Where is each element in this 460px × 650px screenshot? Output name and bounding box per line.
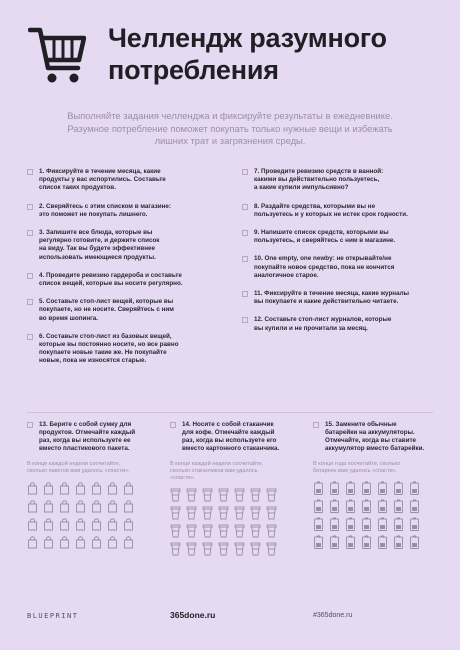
bag-icon[interactable] — [59, 535, 72, 551]
task-text: 8. Раздайте средства, которыми вы не пользуетесь и у которых не истек срок годности. — [254, 202, 408, 218]
bag-icon[interactable] — [123, 535, 136, 551]
task-checkbox[interactable] — [313, 422, 319, 428]
bottom-note: В конце каждой недели сосчитайте, сколько пакетов вам удалось «спасти». — [27, 461, 130, 474]
bottom-note: В конце года посчитайте, сколько батареек вам удалось «спасти». — [313, 461, 401, 474]
task-text: 7. Проведите ревизию средств в ванной: какими вы действительно пользуетесь, а какие купили импульсивно? — [254, 168, 384, 192]
task-text: 9. Напишите список средств, которыми вы пользуетесь, и сверяйтесь с ним в магазине. — [254, 229, 396, 245]
cup-icon[interactable] — [218, 524, 231, 540]
cup-icon[interactable] — [186, 524, 199, 540]
task-item — [27, 168, 212, 193]
cup-icon[interactable] — [170, 488, 183, 504]
cup-icon[interactable] — [202, 506, 215, 522]
footer-site-link[interactable]: 365done.ru — [170, 610, 216, 620]
cup-icon[interactable] — [250, 524, 263, 540]
cup-icon[interactable] — [234, 488, 247, 504]
cup-icon[interactable] — [266, 524, 279, 540]
cup-icon[interactable] — [202, 488, 215, 504]
task-checkbox[interactable] — [27, 169, 33, 175]
cup-icon[interactable] — [170, 524, 183, 540]
cup-icon[interactable] — [186, 506, 199, 522]
intro-text: Выполняйте задания челленджа и фиксируйте результаты в ежедневнике. Разумное потребление поможет покупать только нужные вещи и избежать лишних трат и загрязнения среды. — [67, 110, 393, 146]
bag-icon[interactable] — [123, 481, 136, 497]
cup-icon[interactable] — [186, 488, 199, 504]
divider — [27, 412, 433, 413]
bag-icon[interactable] — [75, 481, 88, 497]
bag-icon[interactable] — [123, 499, 136, 515]
battery-icon[interactable] — [377, 499, 390, 515]
cup-icon[interactable] — [234, 542, 247, 558]
task-text: 12. Составьте стоп-лист журналов, которые вы купили и не прочитали за месяц. — [254, 316, 392, 332]
bag-icon[interactable] — [107, 535, 120, 551]
battery-icon[interactable] — [345, 481, 358, 497]
task-text: 6. Составьте стоп-лист из базовых вещей, которые вы постоянно носите, но все равно покупаете новые такие же. Не покупайте новые, пока не износятся старые. — [39, 332, 179, 365]
page-title: Челлендж разумного потребления — [108, 23, 387, 85]
bag-icon[interactable] — [27, 481, 40, 497]
battery-icon[interactable] — [377, 481, 390, 497]
cup-icon[interactable] — [250, 506, 263, 522]
bag-icon[interactable] — [27, 499, 40, 515]
battery-icon[interactable] — [361, 517, 374, 533]
task-checkbox[interactable] — [27, 299, 33, 305]
task-checkbox[interactable] — [242, 317, 248, 323]
task-checkbox[interactable] — [242, 291, 248, 297]
task-text: 13. Берите с собой сумку для продуктов. Отмечайте каждый раз, когда вы используете ее вместо пластикового пакета. — [39, 421, 136, 452]
task-text: 1. Фиксируйте в течение месяца, какие продукты у вас испортились. Составьте список таких продуктов. — [39, 168, 166, 192]
bag-icon[interactable] — [107, 517, 120, 533]
battery-icon[interactable] — [393, 499, 406, 515]
bag-icon[interactable] — [59, 517, 72, 533]
bag-icon[interactable] — [27, 535, 40, 551]
bottom-task-13 — [27, 421, 152, 551]
task-text: 3. Запишите все блюда, которые вы регулярно готовите, и держите список на виду. Так вы будете эффективнее использовать имеющиеся продукты. — [39, 229, 160, 261]
task-item — [242, 255, 427, 280]
bag-icon[interactable] — [43, 499, 56, 515]
task-item — [27, 272, 212, 288]
task-checkbox[interactable] — [27, 204, 33, 210]
bag-icon[interactable] — [107, 481, 120, 497]
battery-icon[interactable] — [329, 499, 342, 515]
battery-icon[interactable] — [345, 517, 358, 533]
cup-icon[interactable] — [250, 488, 263, 504]
battery-icon[interactable] — [409, 499, 422, 515]
cup-icon[interactable] — [202, 542, 215, 558]
battery-icon[interactable] — [393, 481, 406, 497]
battery-icon[interactable] — [313, 535, 326, 551]
cup-icon[interactable] — [266, 506, 279, 522]
bag-icon[interactable] — [91, 517, 104, 533]
cup-icon[interactable] — [170, 506, 183, 522]
cup-icon[interactable] — [218, 488, 231, 504]
bottom-task-14 — [170, 421, 295, 558]
bag-icon[interactable] — [75, 517, 88, 533]
cup-icon[interactable] — [170, 542, 183, 558]
footer-hashtag: #365done.ru — [313, 612, 353, 619]
cup-icon[interactable] — [266, 488, 279, 504]
battery-icon[interactable] — [345, 535, 358, 551]
task-item — [27, 203, 212, 219]
task-checkbox[interactable] — [27, 422, 33, 428]
bag-icon[interactable] — [59, 499, 72, 515]
battery-icon[interactable] — [329, 517, 342, 533]
tally-grid — [313, 481, 438, 551]
cup-icon[interactable] — [218, 506, 231, 522]
tasks-right-column — [242, 168, 427, 333]
tally-grid — [170, 488, 295, 558]
bag-icon[interactable] — [43, 481, 56, 497]
task-item — [27, 298, 212, 323]
cup-icon[interactable] — [234, 506, 247, 522]
shopping-cart-icon — [28, 24, 86, 88]
task-item — [313, 421, 438, 453]
battery-icon[interactable] — [377, 535, 390, 551]
bag-icon[interactable] — [43, 517, 56, 533]
task-checkbox[interactable] — [242, 169, 248, 175]
battery-icon[interactable] — [409, 535, 422, 551]
cup-icon[interactable] — [250, 542, 263, 558]
task-item — [242, 229, 427, 245]
bag-icon[interactable] — [59, 481, 72, 497]
task-text: 5. Составьте стоп-лист вещей, которые вы покупаете, но не носите. Сверяйтесь с ним во время шопинга. — [39, 298, 174, 322]
cup-icon[interactable] — [266, 542, 279, 558]
task-text: 4. Проведите ревизию гардероба и составьте список вещей, которые вы носите регулярно. — [39, 271, 183, 288]
task-item — [242, 290, 427, 306]
task-checkbox[interactable] — [170, 422, 176, 428]
bag-icon[interactable] — [91, 499, 104, 515]
bag-icon[interactable] — [107, 499, 120, 515]
task-item — [27, 229, 212, 262]
task-text: 11. Фиксируйте в течение месяца, какие журналы вы покупаете и какие действительно читаете. — [254, 290, 409, 306]
battery-icon[interactable] — [377, 517, 390, 533]
task-checkbox[interactable] — [27, 334, 33, 340]
bag-icon[interactable] — [75, 499, 88, 515]
battery-icon[interactable] — [329, 535, 342, 551]
cup-icon[interactable] — [218, 542, 231, 558]
battery-icon[interactable] — [361, 481, 374, 497]
task-checkbox[interactable] — [27, 273, 33, 279]
task-text: 2. Сверяйтесь с этим списком в магазине: это поможет не покупать лишнего. — [39, 202, 172, 218]
cup-icon[interactable] — [234, 524, 247, 540]
task-item — [27, 333, 212, 366]
bag-icon[interactable] — [27, 517, 40, 533]
task-item — [27, 421, 152, 453]
task-checkbox[interactable] — [27, 230, 33, 236]
cup-icon[interactable] — [202, 524, 215, 540]
battery-icon[interactable] — [409, 481, 422, 497]
bag-icon[interactable] — [123, 517, 136, 533]
battery-icon[interactable] — [345, 499, 358, 515]
battery-icon[interactable] — [361, 499, 374, 515]
bottom-note: В конце каждой недели сосчитайте, сколько стаканчиков вам удалось «спасти». — [170, 461, 264, 481]
task-item — [242, 203, 427, 219]
battery-icon[interactable] — [393, 517, 406, 533]
task-item — [170, 421, 295, 453]
battery-icon[interactable] — [409, 517, 422, 533]
bag-icon[interactable] — [91, 535, 104, 551]
battery-icon[interactable] — [329, 481, 342, 497]
battery-icon[interactable] — [313, 517, 326, 533]
blueprint-logo: BLUEPRINT — [27, 612, 79, 620]
task-item — [242, 168, 427, 193]
bag-icon[interactable] — [91, 481, 104, 497]
task-text: 14. Носите с собой стаканчик для кофе. Отмечайте каждый раз, когда вы используете его вместо картонного стаканчика. — [182, 421, 280, 452]
task-text: 15. Замените обычные батарейки на аккумуляторы. Отмечайте, когда вы ставите аккумулятор вместо батарейки. — [325, 421, 425, 452]
bottom-task-15 — [313, 421, 438, 551]
cup-icon[interactable] — [186, 542, 199, 558]
header — [28, 20, 448, 100]
task-item — [242, 316, 427, 332]
tasks-left-column — [27, 168, 212, 366]
task-checkbox[interactable] — [242, 204, 248, 210]
battery-icon[interactable] — [393, 535, 406, 551]
battery-icon[interactable] — [313, 481, 326, 497]
task-text: 10. One empty, one newby: не открывайте/не покупайте новое средство, пока не кончится аналогичное старое. — [254, 255, 395, 279]
battery-icon[interactable] — [313, 499, 326, 515]
task-checkbox[interactable] — [242, 230, 248, 236]
task-checkbox[interactable] — [242, 256, 248, 262]
bag-icon[interactable] — [43, 535, 56, 551]
tally-grid — [27, 481, 152, 551]
battery-icon[interactable] — [361, 535, 374, 551]
bag-icon[interactable] — [75, 535, 88, 551]
